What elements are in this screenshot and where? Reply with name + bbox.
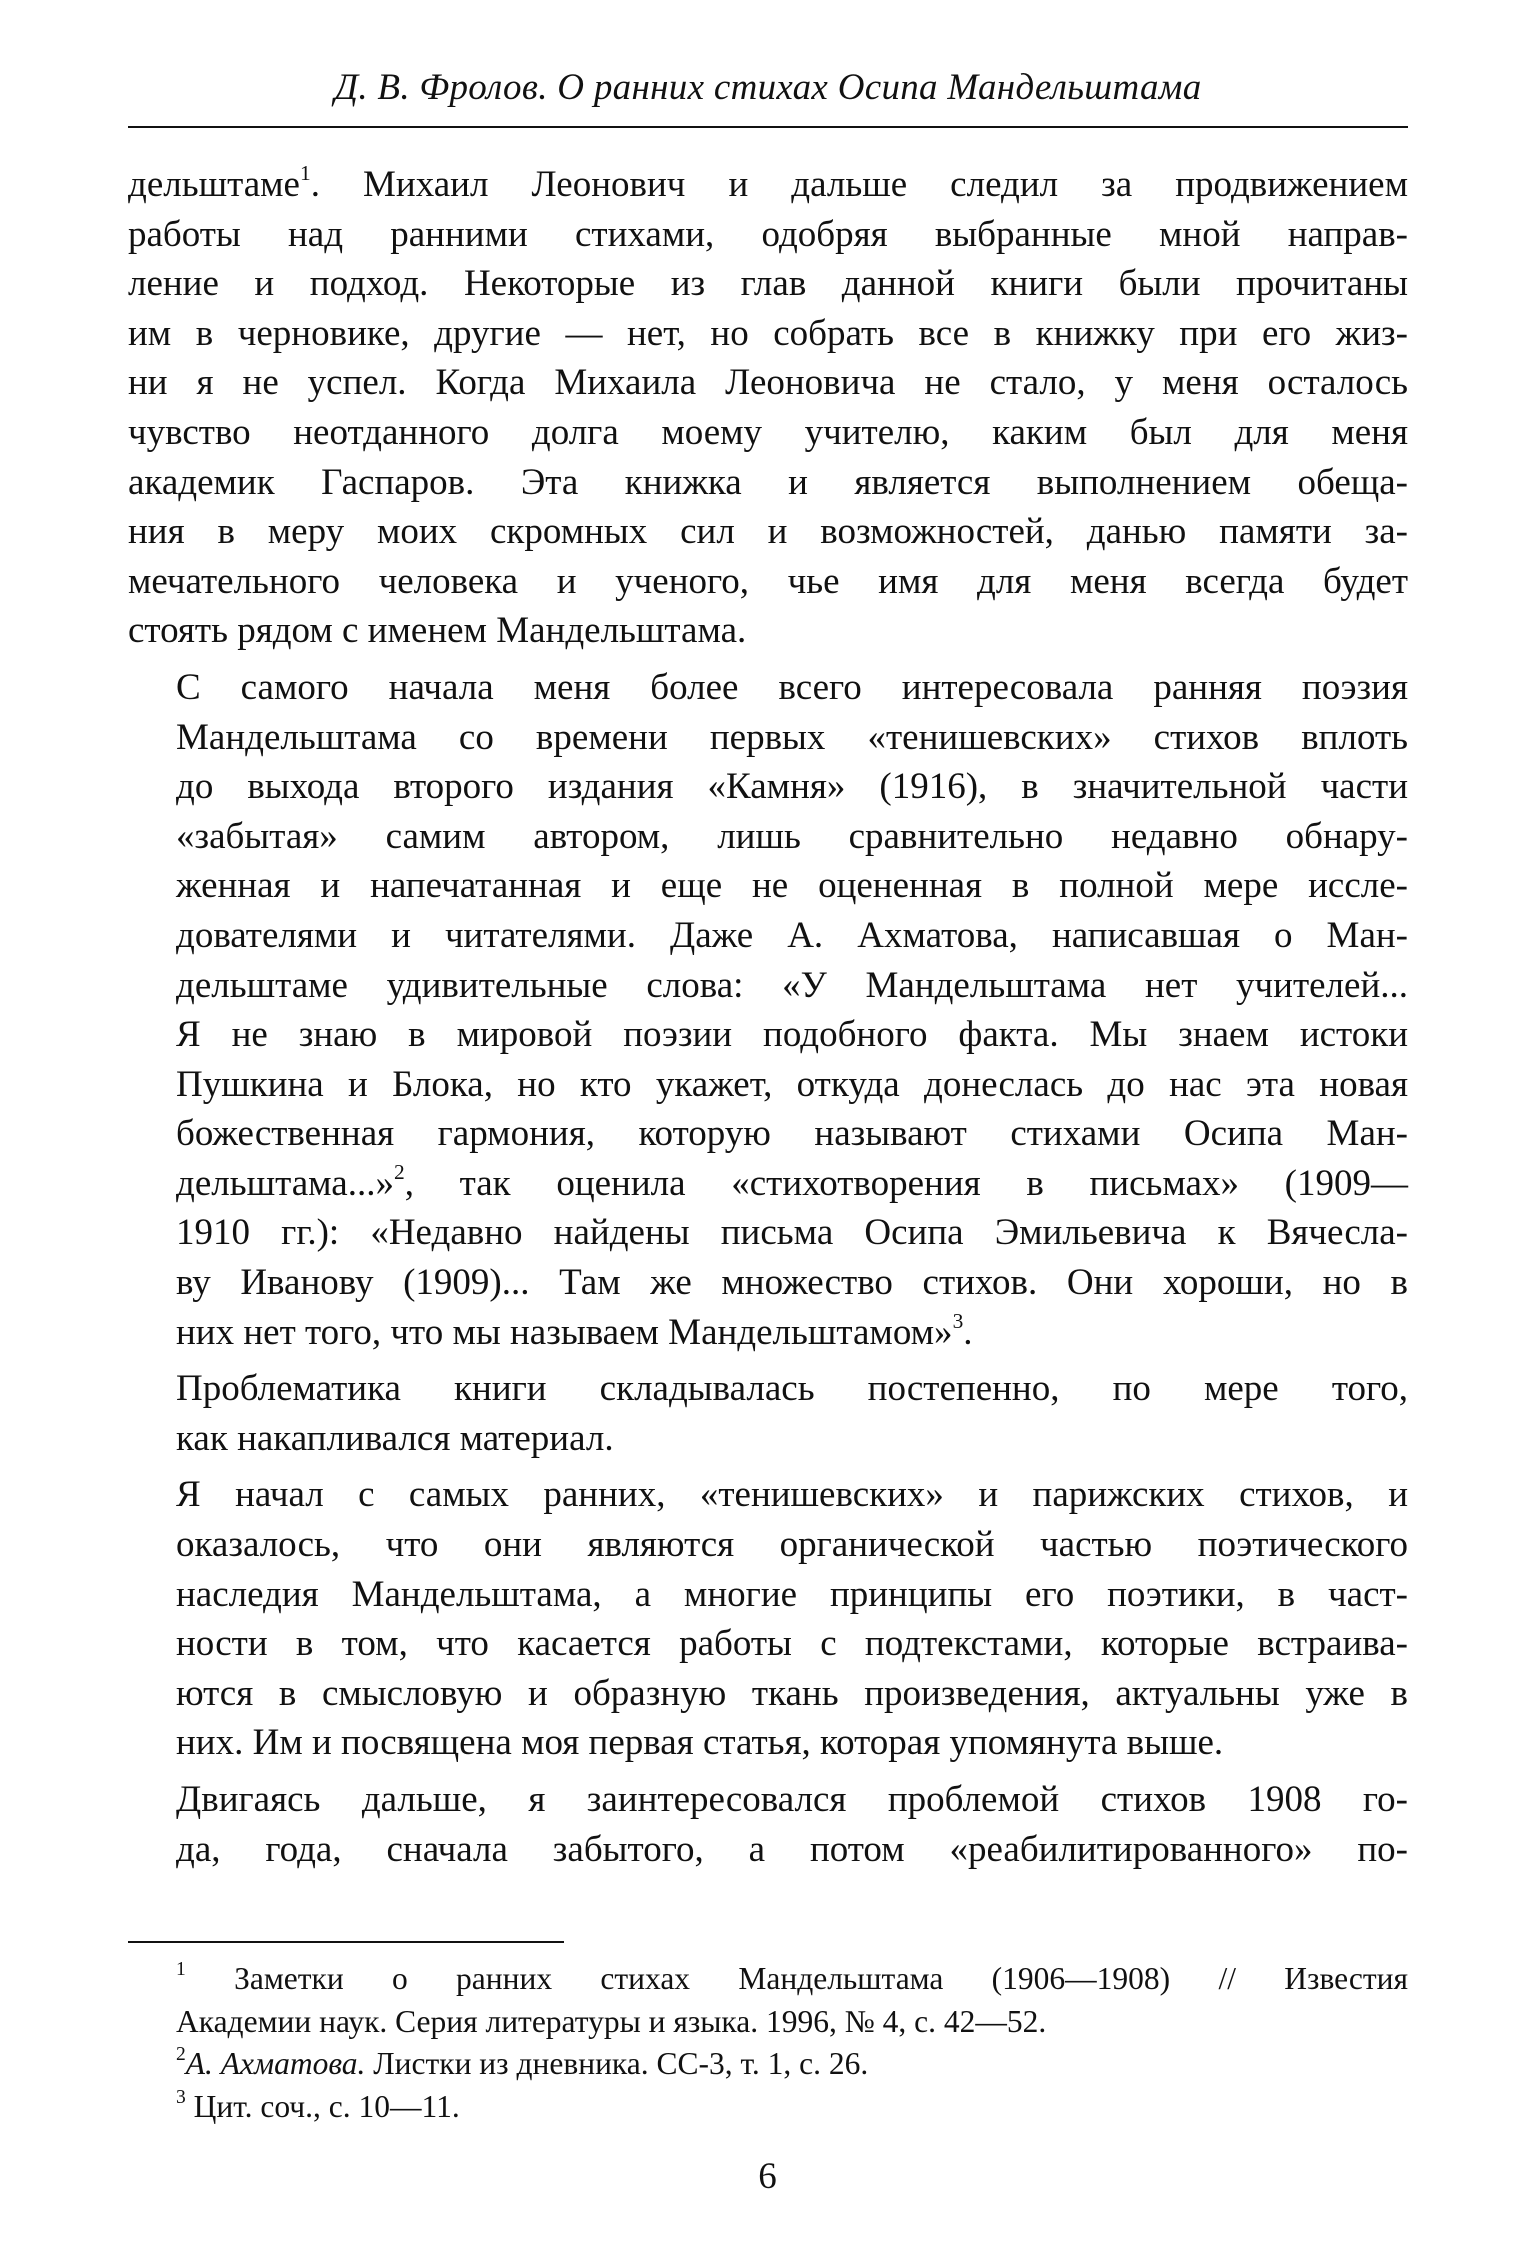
text-line: Я начал с самых ранних, «тенишевских» и парижских стихов, и <box>176 1474 1408 1516</box>
paragraph-4 <box>128 1470 1408 1768</box>
text-line: божественная гармония, которую называют стихами Осипа Ман- <box>176 1113 1408 1155</box>
footnotes <box>128 1958 1408 2128</box>
text-line: ни я не успел. Когда Михаила Леоновича не стало, у меня осталось <box>128 362 1408 404</box>
text-line: им в черновике, другие — нет, но собрать все в книжку при его жиз- <box>128 312 1408 354</box>
text-line: ния в меру моих скромных сил и возможностей, данью памяти за- <box>128 511 1408 553</box>
running-head: Д. В. Фролов. О ранних стихах Осипа Мандельштама <box>334 67 1202 108</box>
footnote-ref-2[interactable]: 2 <box>393 1159 405 1184</box>
text-line: 1910 гг.): «Недавно найдены письма Осипа Эмильевича к Вячесла- <box>176 1212 1408 1254</box>
text-line: наследия Мандельштама, а многие принципы его поэтики, в част- <box>176 1573 1408 1615</box>
text-line: Проблематика книги складывалась постепенно, по мере того, <box>176 1368 1408 1410</box>
footnote-mark-3: 3 <box>176 2086 186 2108</box>
footnote-ref-1[interactable]: 1 <box>299 160 311 185</box>
footnote-mark-1: 1 <box>176 1958 186 1980</box>
text-line: С самого начала меня более всего интересовала ранняя поэзия <box>176 666 1408 708</box>
paragraph-3 <box>128 1364 1408 1463</box>
text-line: женная и напечатанная и еще не оцененная в полной мере иссле- <box>176 865 1408 907</box>
body-text <box>128 160 1408 1874</box>
text-line: Мандельштама со времени первых «тенишевских» стихов вплоть <box>176 716 1408 758</box>
text-line: как накапливался материал. <box>176 1417 614 1459</box>
text-line: них нет того, что мы называем Мандельштамом»$^3$. <box>176 1308 973 1353</box>
text-line: них. Им и посвящена моя первая статья, которая упомянута выше. <box>176 1722 1224 1764</box>
text-line: стоять рядом с именем Мандельштама. <box>128 610 747 652</box>
text-line: академик Гаспаров. Эта книжка и является выполнением обеща- <box>128 461 1408 503</box>
text-line: да, года, сначала забытого, а потом «реабилитированного» по- <box>176 1828 1408 1870</box>
text-line: оказалось, что они являются органической частью поэтического <box>176 1524 1408 1566</box>
text-line: дельштаме удивительные слова: «У Мандельштама нет учителей... <box>176 964 1408 1006</box>
text-line: «забытая» самим автором, лишь сравнительно недавно обнару- <box>176 815 1408 857</box>
paragraph-5 <box>128 1775 1408 1874</box>
text-line: дельштама...»$^2$, так оценила «стихотворения в письмах» (1909— <box>176 1159 1408 1204</box>
footnote-3: $^3$ Цит. соч., с. 10—11. <box>176 2086 460 2124</box>
text-line: дователями и читателями. Даже А. Ахматова, написавшая о Ман- <box>176 914 1408 956</box>
text-line: до выхода второго издания «Камня» (1916), в значительной части <box>176 766 1408 808</box>
text-line: чувство неотданного долга моему учителю, каким был для меня <box>128 411 1408 453</box>
footnote-2: $^2$А. Ахматова. Листки из дневника. СС-3, т. 1, с. 26. <box>176 2043 869 2081</box>
text-line: ление и подход. Некоторые из глав данной книги были прочитаны <box>128 263 1408 305</box>
footnote-mark-2: 2 <box>176 2043 186 2065</box>
footnote-ref-3[interactable]: 3 <box>952 1308 964 1333</box>
paragraph-1 <box>128 160 1408 656</box>
paragraph-2 <box>128 663 1408 1357</box>
footnote-rule <box>128 1941 564 1943</box>
text-line: мечательного человека и ученого, чье имя для меня всегда будет <box>128 560 1408 602</box>
text-line: ву Иванову (1909)... Там же множество стихов. Они хороши, но в <box>176 1262 1408 1304</box>
text-line: Двигаясь дальше, я заинтересовался проблемой стихов 1908 го- <box>176 1779 1408 1820</box>
header-rule <box>128 126 1408 128</box>
text-line: Я не знаю в мировой поэзии подобного факта. Мы знаем истоки <box>176 1014 1408 1056</box>
footnote-line: $^1$ Заметки о ранних стихах Мандельштама (1906—1908) // Известия <box>176 1958 1408 1996</box>
text-line: ются в смысловую и образную ткань произведения, актуальны уже в <box>176 1672 1408 1714</box>
text-line: ности в том, что касается работы с подтекстами, которые встраива- <box>176 1623 1408 1665</box>
footnote-line: Академии наук. Серия литературы и языка. 1996, № 4, с. 42—52. <box>176 2003 1047 2039</box>
text-line: дельштаме$^1$. Михаил Леонович и дальше следил за продвижением <box>128 160 1408 205</box>
footnote-author: А. Ахматова. <box>185 2046 366 2081</box>
text-line: Пушкина и Блока, но кто укажет, откуда донеслась до нас эта новая <box>176 1063 1408 1105</box>
page-number: 6 <box>758 2156 777 2197</box>
footnote-1 <box>128 1958 1408 2043</box>
text-line: работы над ранними стихами, одобряя выбранные мной направ- <box>128 213 1408 255</box>
